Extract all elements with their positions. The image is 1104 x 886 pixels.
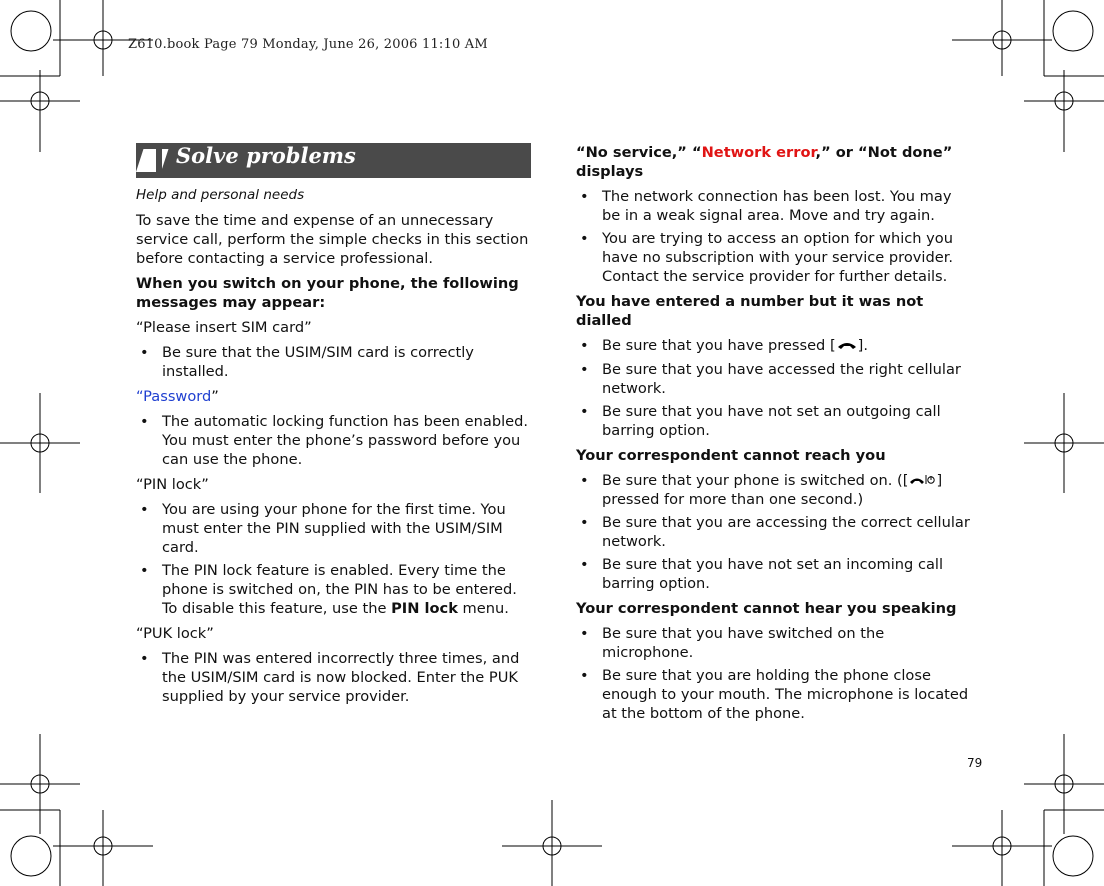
- list-item: • Be sure that you have not set an outgoing call barring option.: [576, 402, 971, 440]
- section-banner: [136, 143, 531, 178]
- no-service-heading: “No service,” “Network error,” or “Not done” displays: [576, 144, 953, 180]
- cannot-hear-list: [576, 624, 971, 723]
- pin-lock-menu: PIN lock: [391, 600, 458, 617]
- puk-list: [136, 649, 531, 706]
- not-dialled-heading: You have entered a number but it was not dialled: [576, 293, 924, 329]
- list-item: • The PIN lock feature is enabled. Every time the phone is switched on, the PIN has to be entered. To disable this feature, use the PIN lock menu.: [136, 561, 531, 618]
- password-link: Password: [143, 388, 212, 405]
- page-number: 79: [967, 756, 983, 770]
- list-item: • The PIN was entered incorrectly three times, and the USIM/SIM card is now blocked. Enter the PUK supplied by your service provider.: [136, 649, 531, 706]
- sim-message: “Please insert SIM card”: [136, 319, 312, 336]
- banner-stripe: [136, 149, 168, 172]
- section-title: Solve problems: [176, 143, 356, 168]
- list-item: • Be sure that you have switched on the microphone.: [576, 624, 971, 662]
- intro-paragraph: To save the time and expense of an unnecessary service call, perform the simple checks in this section before contacting a service professional.: [136, 212, 529, 267]
- list-item: • Be sure that you have accessed the right cellular network.: [576, 360, 971, 398]
- not-dialled-list: [576, 336, 971, 440]
- left-column: [136, 143, 531, 712]
- list-item: • The network connection has been lost. You may be in a weak signal area. Move and try again.: [576, 187, 971, 225]
- puk-message: “PUK lock”: [136, 625, 214, 642]
- sim-list: [136, 343, 531, 381]
- password-message: “Password”: [136, 388, 219, 405]
- no-service-list: [576, 187, 971, 286]
- list-item: • Be sure that your phone is switched on. ([ ] pressed for more than one second.): [576, 471, 971, 510]
- pin-message: “PIN lock”: [136, 476, 209, 493]
- password-list: [136, 412, 531, 469]
- cannot-reach-heading: Your correspondent cannot reach you: [576, 446, 886, 464]
- end-power-key-icon: [908, 471, 936, 490]
- pin-list: [136, 500, 531, 618]
- switch-on-heading: When you switch on your phone, the following messages may appear:: [136, 275, 519, 311]
- list-item: • You are using your phone for the first time. You must enter the PIN supplied with the USIM/SIM card.: [136, 500, 531, 557]
- file-header: Z610.book Page 79 Monday, June 26, 2006 11:10 AM: [128, 37, 488, 52]
- list-item: • Be sure that you have not set an incoming call barring option.: [576, 555, 971, 593]
- list-item: • You are trying to access an option for which you have no subscription with your service provider. Contact the service provider for further details.: [576, 229, 971, 286]
- list-item: • Be sure that you are accessing the correct cellular network.: [576, 513, 971, 551]
- list-item: • Be sure that you have pressed [ ].: [576, 336, 971, 356]
- call-key-icon: [836, 337, 858, 356]
- cannot-reach-list: [576, 471, 971, 594]
- subtitle: Help and personal needs: [136, 187, 305, 203]
- list-item: • The automatic locking function has been enabled. You must enter the phone’s password before you can use the phone.: [136, 412, 531, 469]
- right-column: [576, 143, 971, 729]
- list-item: • Be sure that you are holding the phone close enough to your mouth. The microphone is located at the bottom of the phone.: [576, 666, 971, 723]
- list-item: • Be sure that the USIM/SIM card is correctly installed.: [136, 343, 531, 381]
- cannot-hear-heading: Your correspondent cannot hear you speaking: [576, 600, 957, 617]
